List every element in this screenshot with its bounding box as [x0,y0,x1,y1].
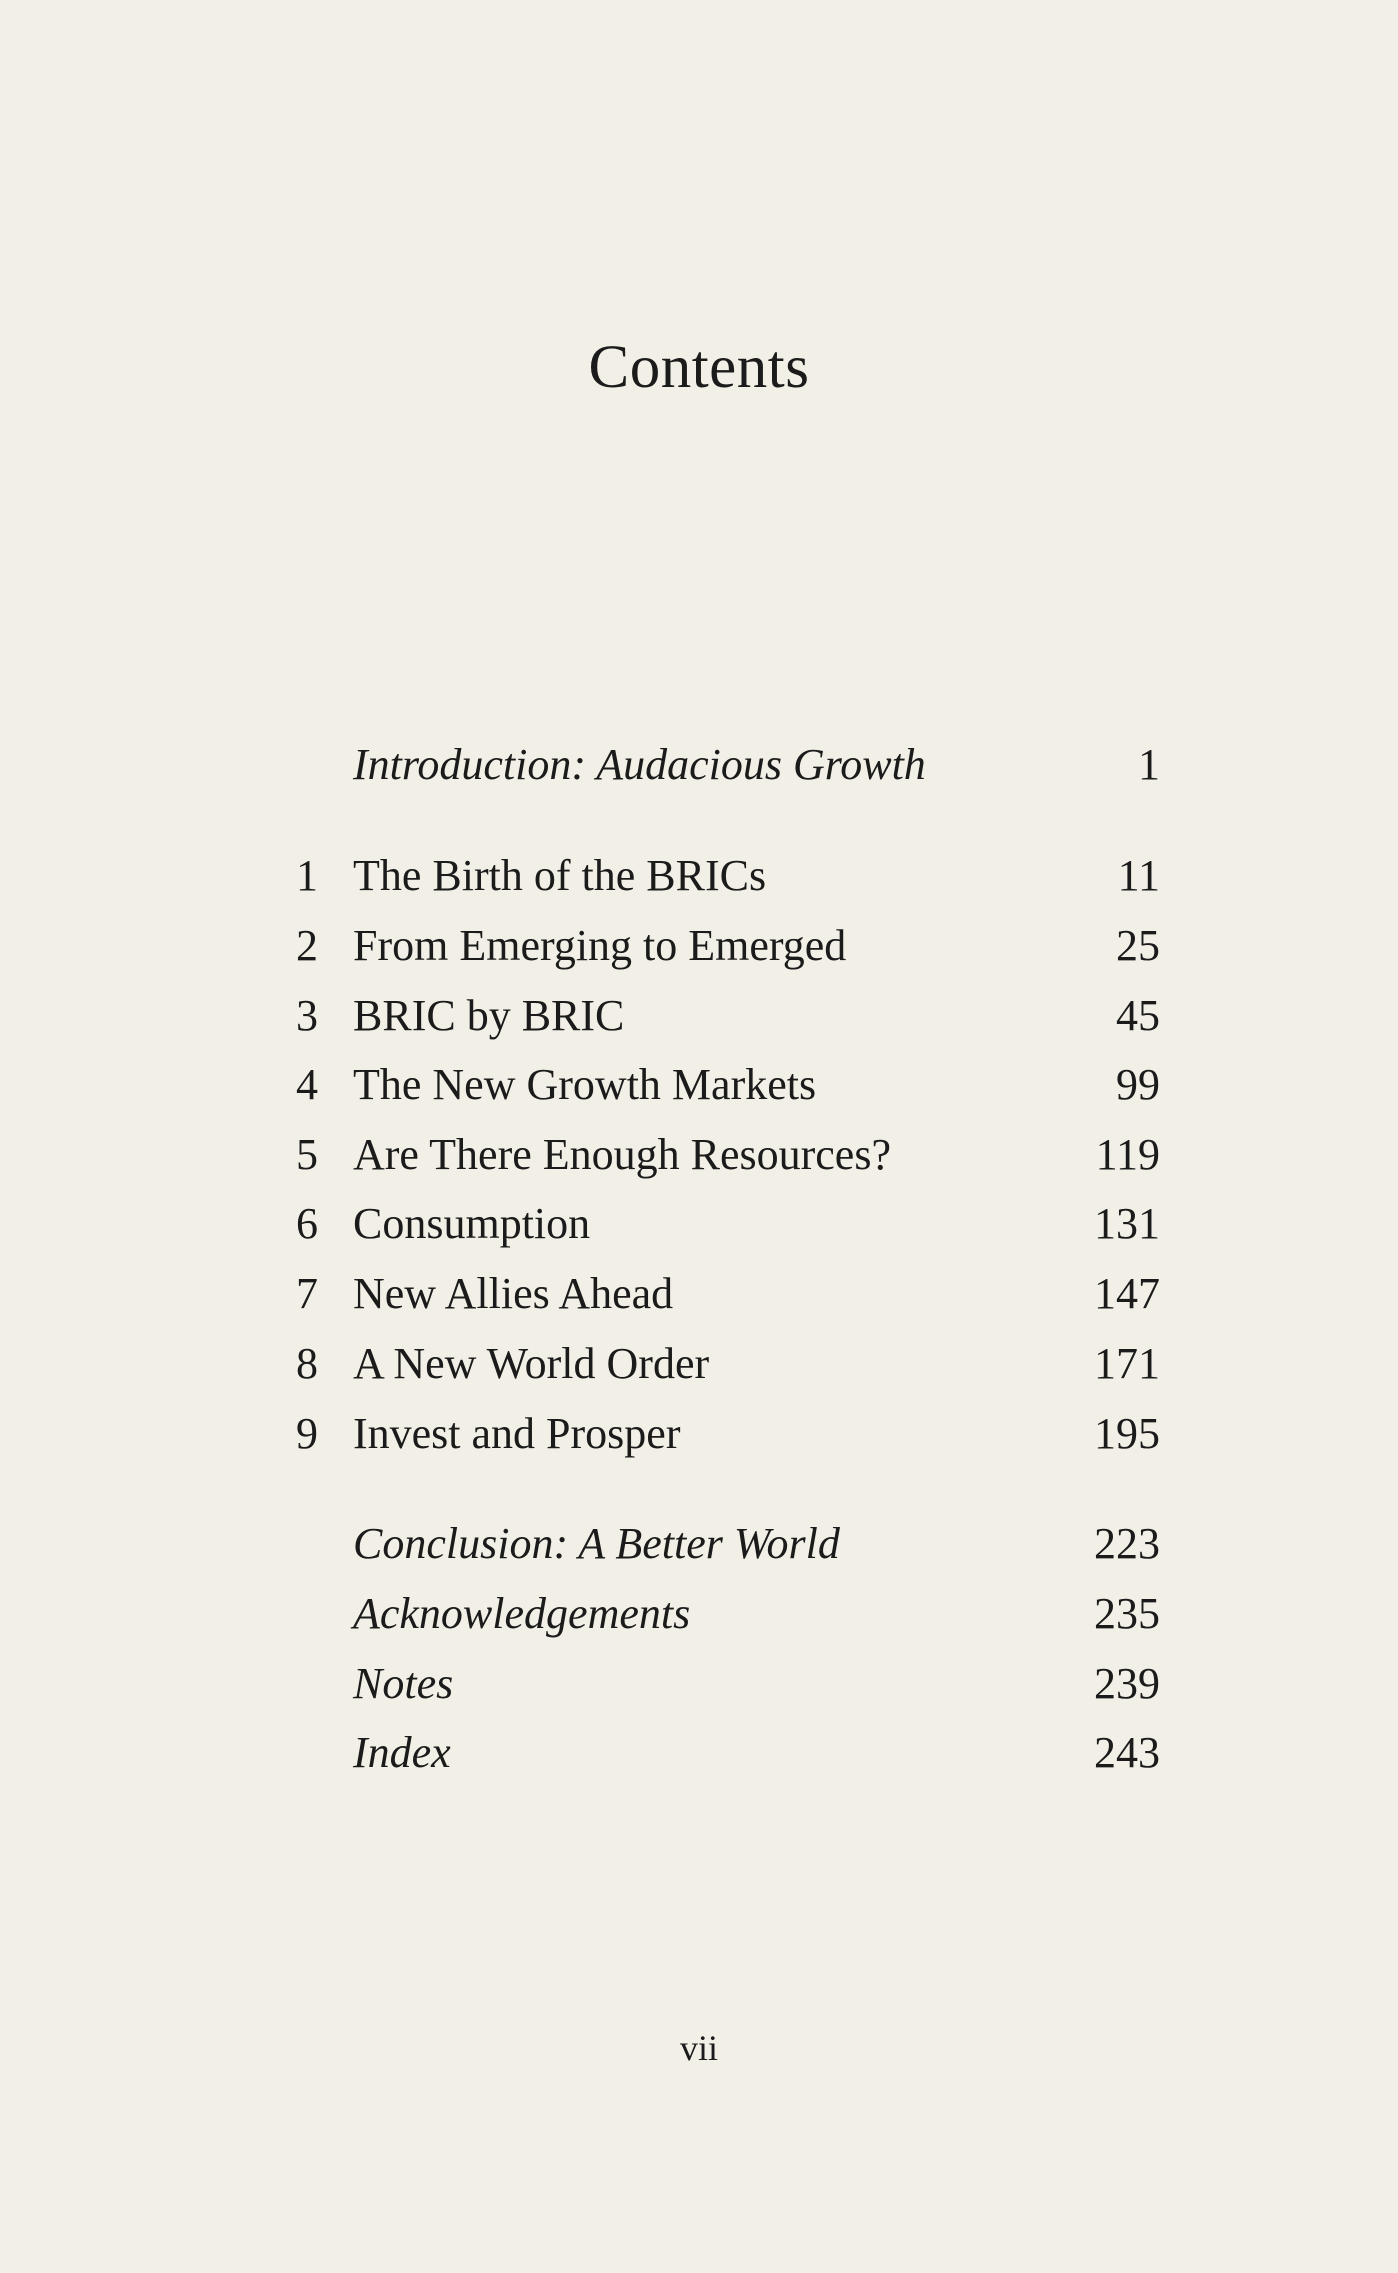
toc-entry-title: Consumption [353,1199,591,1248]
toc-entry-number: 3 [296,991,318,1040]
toc-entry [0,737,1398,793]
toc-entry-number: 6 [296,1199,318,1248]
toc-entry-page: 147 [1094,1269,1160,1318]
toc-entry [0,1516,1398,1572]
toc-entry-number: 8 [296,1339,318,1388]
toc-entry-number: 4 [296,1060,318,1109]
toc-entry [0,1196,1398,1252]
toc-entry-title: Conclusion: A Better World [353,1519,840,1568]
toc-entry [0,1406,1398,1462]
toc-entry-number: 9 [296,1409,318,1458]
toc-entry-page: 45 [1116,991,1160,1040]
toc-entry-page: 223 [1094,1519,1160,1568]
toc-entry-title: Invest and Prosper [353,1409,681,1458]
toc-entry-number: 1 [296,851,318,900]
toc-entry [0,1586,1398,1642]
toc-entry-page: 1 [1138,740,1160,789]
toc-entry-page: 195 [1094,1409,1160,1458]
toc-entry-number: 5 [296,1130,318,1179]
toc-entry [0,1656,1398,1712]
toc-entry-number: 7 [296,1269,318,1318]
toc-entry-page: 99 [1116,1060,1160,1109]
toc-entry-title: BRIC by BRIC [353,991,625,1040]
toc-entry-page: 243 [1094,1728,1160,1777]
toc-entry [0,1127,1398,1183]
toc-entry [0,1725,1398,1781]
toc-entry-page: 119 [1095,1130,1160,1179]
toc-entry [0,848,1398,904]
toc-entry-page: 131 [1094,1199,1160,1248]
toc-entry-page: 171 [1094,1339,1160,1388]
page-number: vii [679,2028,718,2068]
toc-entry-title: Are There Enough Resources? [353,1130,891,1179]
toc-entry-page: 235 [1094,1589,1160,1638]
toc-entry-title: The Birth of the BRICs [353,851,767,900]
page-title: Contents [588,334,810,401]
toc-entry-title: Acknowledgements [353,1589,691,1638]
toc-entry [0,1266,1398,1322]
toc-entry-page: 11 [1117,851,1160,900]
toc-entry-title: A New World Order [353,1339,710,1388]
toc-entry [0,988,1398,1044]
toc-entry-title: The New Growth Markets [353,1060,817,1109]
toc-entry-title: Index [353,1728,451,1777]
toc-entry-title: New Allies Ahead [353,1269,674,1318]
toc-entry-title: Introduction: Audacious Growth [353,740,926,789]
toc-entry [0,1336,1398,1392]
toc-entry [0,1057,1398,1113]
toc-entry [0,918,1398,974]
toc-entry-number: 2 [296,921,318,970]
toc-entry-title: Notes [353,1659,454,1708]
toc-entry-page: 25 [1116,921,1160,970]
toc-entry-title: From Emerging to Emerged [353,921,847,970]
toc-entry-page: 239 [1094,1659,1160,1708]
